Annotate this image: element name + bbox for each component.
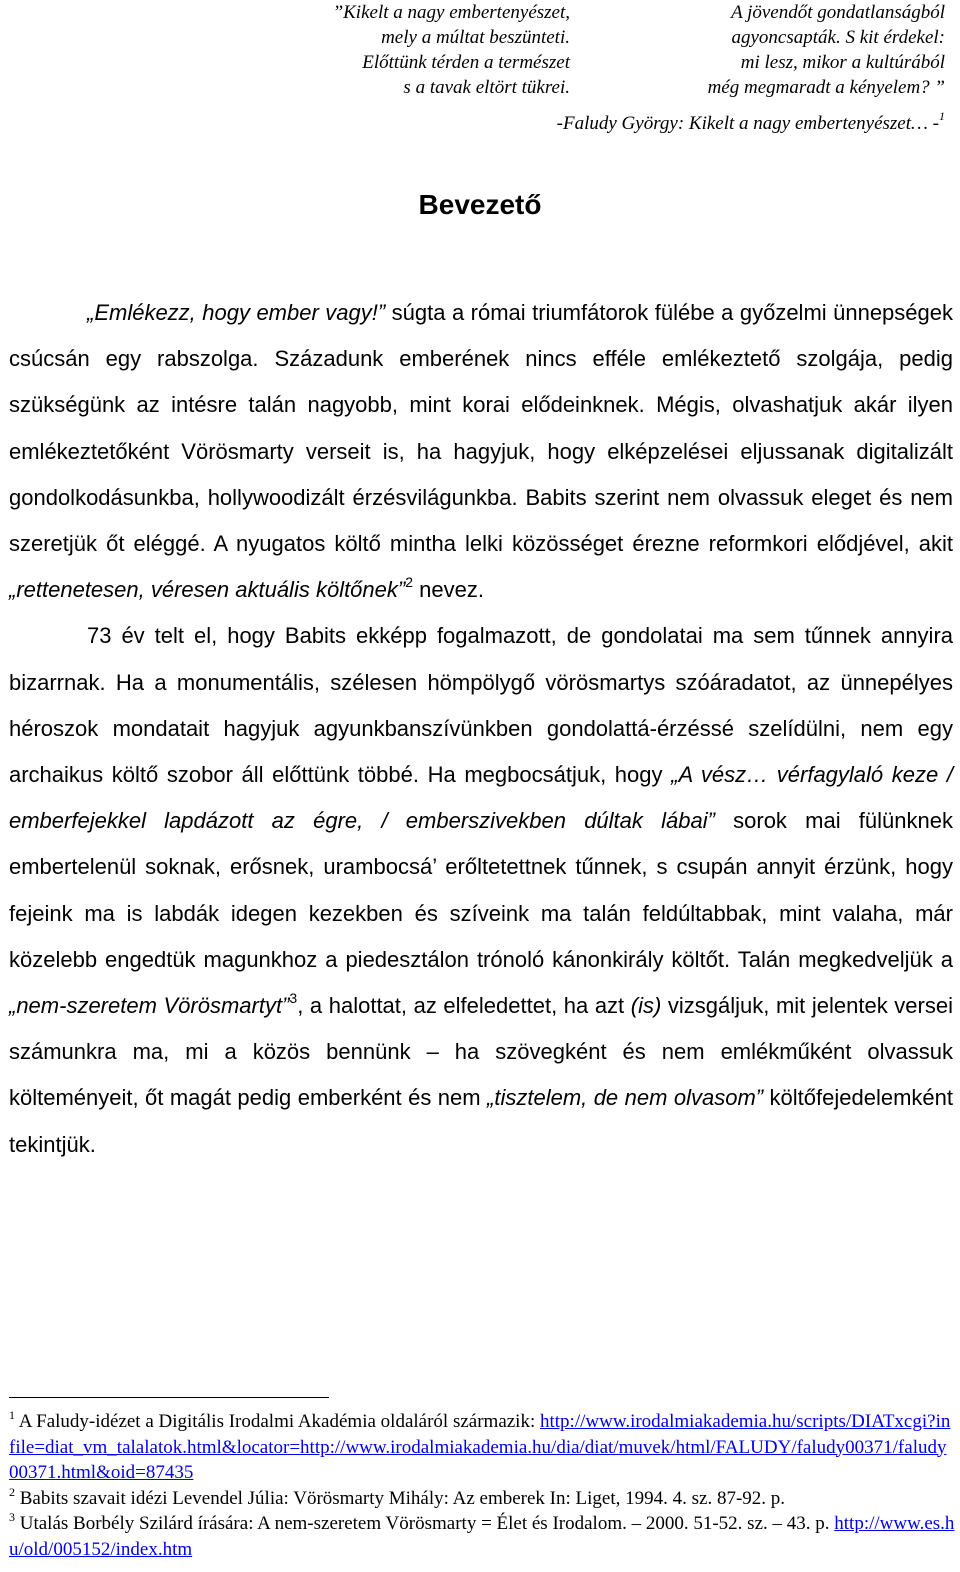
footnote-text: Utalás Borbély Szilárd írására: A nem-szeretem Vörösmarty = Élet és Irodalom. – 2000. 51-52. sz. – 43. p. xyxy=(15,1513,835,1534)
poem-line: még megmaradt a kényelem? ” xyxy=(707,77,945,98)
poem-line: agyoncsapták. S kit érdekel: xyxy=(731,27,945,48)
footnote-text: Babits szavait idézi Levendel Júlia: Vörösmarty Mihály: Az emberek In: Liget, 1994. 4. sz. 87-92. p. xyxy=(15,1487,786,1509)
footnote-text: A Faludy-idézet a Digitális Irodalmi Akadémia oldaláról származik: xyxy=(15,1411,540,1432)
paragraph-text: költőfejedelemként tekintjük. xyxy=(9,1085,953,1157)
poem-line: s a tavak eltört tükrei. xyxy=(403,77,570,98)
poem-line: Előttünk térden a természet xyxy=(362,52,570,73)
quote-emphasis: „nem-szeretem Vörösmartyt” xyxy=(9,993,290,1019)
footnote-link[interactable]: http://www.irodalmiakademia.hu/scripts/DIATxcgi?infile=diat_vm_talalatok.html&locator=http://www.irodalmiakademia.hu/dia/diat/muvek/html/FALUDY/faludy00371/faludy00371.html&oid=87435 xyxy=(9,1411,951,1483)
quote-emphasis: „tisztelem, de nem olvasom” xyxy=(487,1085,764,1111)
quote-emphasis: (is) xyxy=(630,993,662,1019)
poem-line: A jövendőt gondatlanságból xyxy=(731,2,945,23)
quote-emphasis: „rettenetesen, véresen aktuális költőnek” xyxy=(9,577,406,603)
footnote-2 xyxy=(9,1486,955,1512)
paragraph-text: súgta a római triumfátorok fülébe a győzelmi ünnepségek csúcsán egy rabszolga. Századunk emberének nincs efféle emlékeztető szolgája, pedig szükségünk az intésre talán nagyobb, mint korai elődeinknek. Mégis, olvashatjuk akár ilyen emlékeztetőként Vörösmarty verseit is, ha hagyjuk, hogy elképzelései eljussanak digitalizált gondolkodásunkba, hollywoodizált érzésvilágunkba. Babits szerint nem olvassuk eleget és nem szeretjük őt eléggé. A nyugatos költő mintha lelki közösséget érezne reformkori elődjével, akit xyxy=(9,300,954,557)
paragraph-2 xyxy=(9,613,953,1167)
attribution-text: -Faludy György: Kikelt a nagy embertenyészet… - xyxy=(556,113,939,134)
footnote-1 xyxy=(9,1409,955,1486)
quote-emphasis: „Emlékezz, hogy ember vagy!” xyxy=(87,300,386,325)
footnote-ref-2[interactable]: 2 xyxy=(405,574,414,591)
poem-line: ”Kikelt a nagy embertenyészet, xyxy=(332,2,570,23)
paragraph-text: sorok mai fülünknek embertelenül soknak, erősnek, urambocsá’ erőltetettnek tűnnek, s csupán annyit érzünk, hogy fejeink ma is labdák idegen kezekben és szíveink ma talán feldúltabbak, mint valaha, már közelebb engedtük magunkhoz a piedesztálon trónoló kánonkirály költőt. Talán megkedveljük a xyxy=(9,808,953,972)
footnote-number: 1 xyxy=(9,1408,15,1422)
paragraph-text: vizsgáljuk, mit jelentek versei számunkra ma, mi a közös bennünk – ha szövegként és nem emlékműként olvassuk költeményeit, őt magát pedig emberként és nem xyxy=(9,993,953,1111)
paragraph-text: nevez. xyxy=(413,577,484,603)
epigraph-poem xyxy=(0,0,960,100)
poem-stanza-left xyxy=(240,0,570,100)
footnote-separator xyxy=(9,1397,329,1398)
section-heading: Bevezető xyxy=(418,189,542,220)
poem-line: mi lesz, mikor a kultúrából xyxy=(740,52,945,73)
footnotes xyxy=(9,1409,955,1562)
body-text xyxy=(9,290,953,1168)
paragraph-1 xyxy=(9,290,953,613)
footnote-ref-1[interactable]: 1 xyxy=(939,109,945,123)
paragraph-text: 73 év telt el, hogy Babits ekképp fogalmazott, de gondolatai ma sem tűnnek annyira bizarrnak. Ha a monumentális, szélesen hömpölygő vörösmartys szóáradatot, az ünnepélyes héroszok mondatait hagyjuk agyunkbanszívünkben gondolattá-érzéssé szelídülni, nem egy archaikus költő szobor áll előttünk többé. Ha megbocsátjuk, hogy xyxy=(9,623,953,788)
footnote-ref-3[interactable]: 3 xyxy=(289,990,298,1007)
poem-stanza-right xyxy=(615,0,945,100)
epigraph-attribution xyxy=(556,109,945,135)
poem-line: mely a múltat beszünteti. xyxy=(381,27,570,48)
footnote-number: 3 xyxy=(9,1510,15,1524)
footnote-link[interactable]: http://www.es.hu/old/005152/index.htm xyxy=(9,1513,955,1560)
paragraph-text: , a halottat, az elfeledettet, ha azt xyxy=(297,993,631,1019)
footnote-number: 2 xyxy=(9,1484,15,1499)
footnote-3 xyxy=(9,1511,955,1562)
quote-emphasis: „A vész… vérfagylaló keze / emberfejekkel lapdázott az égre, / emberszivekben dúltak lábai” xyxy=(9,762,953,834)
